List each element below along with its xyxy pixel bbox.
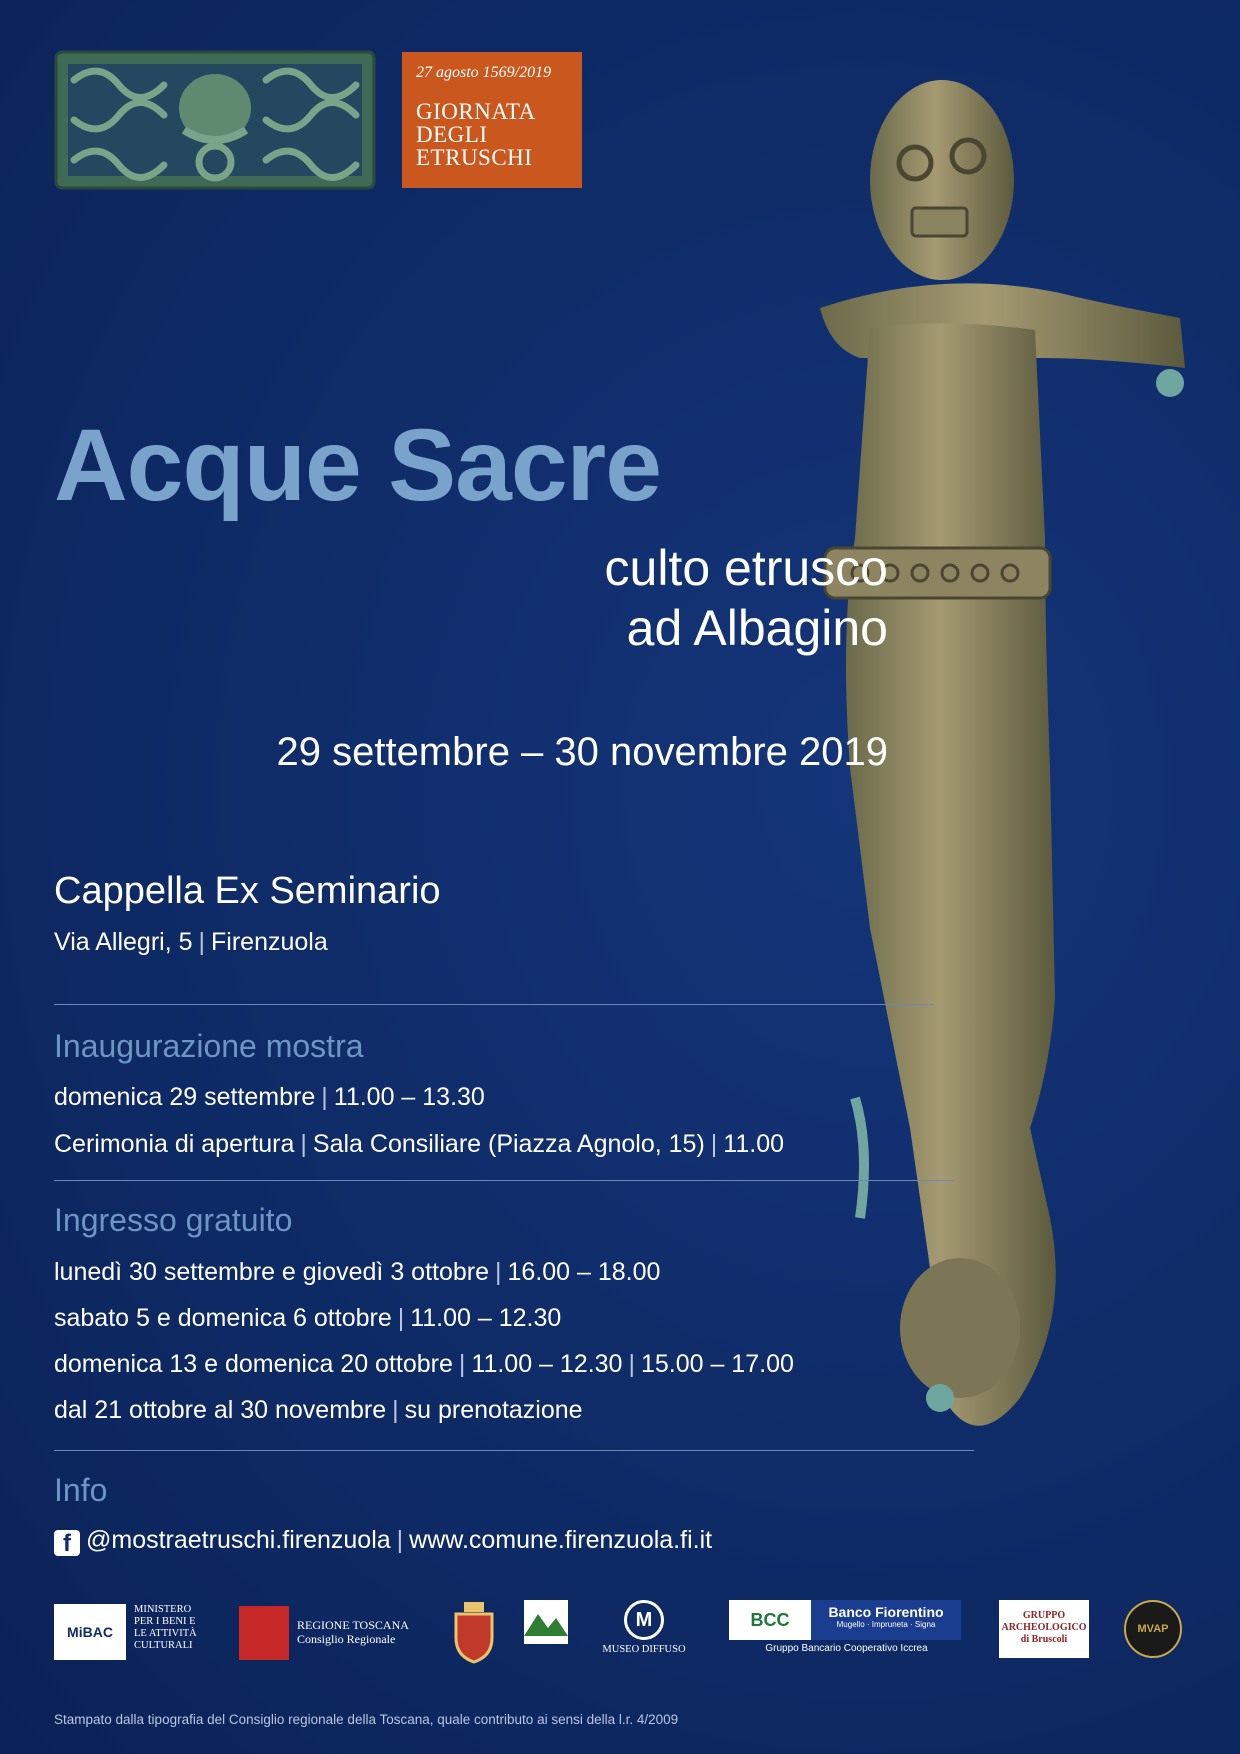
schedule-time: 11.00 – 12.30 (471, 1350, 623, 1378)
toscana-line-1: REGIONE TOSCANA (297, 1618, 409, 1632)
separator: | (495, 1258, 502, 1286)
badge-date: 27 agosto 1569/2019 (416, 64, 552, 81)
mvap-logo (1124, 1600, 1180, 1670)
subtitle-line-2: ad Albagino (626, 600, 888, 656)
schedule-days: dal 21 ottobre al 30 novembre (54, 1396, 387, 1424)
separator: | (710, 1130, 718, 1158)
schedule-days: domenica 13 e domenica 20 ottobre (54, 1350, 453, 1378)
website-link[interactable]: www.comune.firenzuola.fi.it (409, 1526, 713, 1554)
badge-line-2: DEGLI (416, 122, 488, 147)
schedule-time-2: 15.00 – 17.00 (640, 1350, 794, 1378)
address-street: Via Allegri, 5 (54, 928, 193, 956)
inauguration-day: domenica 29 settembre (54, 1083, 316, 1111)
venue-address (54, 928, 328, 957)
ceremony-time: 11.00 (723, 1130, 785, 1158)
separator: | (392, 1396, 399, 1424)
inauguration-heading: Inaugurazione mostra (54, 1028, 364, 1064)
separator: | (198, 928, 206, 956)
separator: | (458, 1350, 466, 1378)
separator: | (396, 1526, 404, 1554)
mugello-logo (524, 1600, 572, 1670)
schedule-row (54, 1396, 583, 1425)
divider (54, 1004, 934, 1005)
separator: | (321, 1083, 328, 1111)
info-heading: Info (54, 1472, 108, 1508)
banca-group: Gruppo Bancario Cooperativo Iccrea (765, 1643, 928, 1654)
facebook-handle[interactable]: @mostraetruschi.firenzuola (86, 1526, 391, 1554)
bcc-mark: BCC (729, 1600, 811, 1640)
schedule-row (54, 1258, 660, 1287)
separator: | (628, 1350, 635, 1378)
bronze-buckle-image (54, 50, 376, 190)
info-row (54, 1526, 712, 1556)
giornata-etruschi-badge (402, 52, 582, 188)
mibac-line-2: PER I BENI E (134, 1616, 196, 1627)
ceremony-place: Sala Consiliare (Piazza Agnolo, 15) (312, 1130, 705, 1158)
divider (54, 1450, 974, 1451)
subtitle-line-1: culto etrusco (604, 540, 888, 596)
museo-diffuso-logo (599, 1600, 689, 1670)
free-entry-heading: Ingresso gratuito (54, 1202, 293, 1238)
toscana-line-2: Consiglio Regionale (297, 1632, 396, 1646)
gruppo-line-1: GRUPPO (1022, 1610, 1066, 1621)
mvap-mark: MVAP (1124, 1600, 1182, 1658)
address-city: Firenzuola (211, 928, 328, 956)
banco-fiorentino-logo (729, 1600, 964, 1670)
ceremony-label: Cerimonia di apertura (54, 1130, 295, 1158)
museo-mark: M (624, 1600, 664, 1640)
schedule-days: lunedì 30 settembre e giovedì 3 ottobre (54, 1258, 490, 1286)
museo-label: MUSEO DIFFUSO (602, 1644, 686, 1655)
exhibition-title: Acque Sacre (54, 408, 661, 522)
mibac-mark: MiBAC (54, 1604, 126, 1660)
inauguration-row (54, 1083, 485, 1112)
pegasus-icon (239, 1606, 289, 1660)
divider (54, 1180, 954, 1181)
regione-toscana-logo (239, 1600, 424, 1670)
exhibition-dates: 29 settembre – 30 novembre 2019 (276, 730, 888, 774)
crest-icon (450, 1600, 498, 1664)
gruppo-line-2: ARCHEOLOGICO (1001, 1622, 1087, 1633)
mibac-line-4: CULTURALI (134, 1640, 193, 1651)
mibac-line-3: LE ATTIVITÀ (134, 1628, 197, 1639)
mountain-icon (524, 1600, 568, 1644)
schedule-note: su prenotazione (404, 1396, 583, 1424)
banca-name: Banco Fiorentino (828, 1604, 944, 1620)
facebook-icon[interactable]: f (54, 1530, 80, 1556)
schedule-row (54, 1304, 561, 1333)
venue-name: Cappella Ex Seminario (54, 870, 441, 912)
print-credit: Stampato dalla tipografia del Consiglio regionale della Toscana, quale contributo ai sensi della l.r. 4/2009 (54, 1712, 679, 1727)
separator: | (397, 1304, 405, 1332)
badge-line-3: ETRUSCHI (416, 145, 533, 170)
badge-name (416, 100, 568, 169)
sponsor-logos (54, 1600, 1194, 1680)
exhibition-subtitle (605, 538, 888, 658)
banca-sub: Mugello · Impruneta · Signa (836, 1620, 936, 1629)
ceremony-row (54, 1130, 784, 1159)
schedule-time: 11.00 – 12.30 (410, 1304, 562, 1332)
comune-crest-logo (450, 1600, 498, 1670)
separator: | (300, 1130, 307, 1158)
schedule-time: 16.00 – 18.00 (507, 1258, 661, 1286)
badge-line-1: GIORNATA (416, 99, 536, 124)
mibac-logo (54, 1600, 214, 1670)
gruppo-line-3: di Bruscoli (1020, 1634, 1068, 1645)
schedule-days: sabato 5 e domenica 6 ottobre (54, 1304, 392, 1332)
gruppo-archeologico-logo (999, 1600, 1089, 1670)
mibac-line-1: MINISTERO (134, 1604, 192, 1615)
schedule-row (54, 1350, 794, 1379)
inauguration-time: 11.00 – 13.30 (333, 1083, 485, 1111)
